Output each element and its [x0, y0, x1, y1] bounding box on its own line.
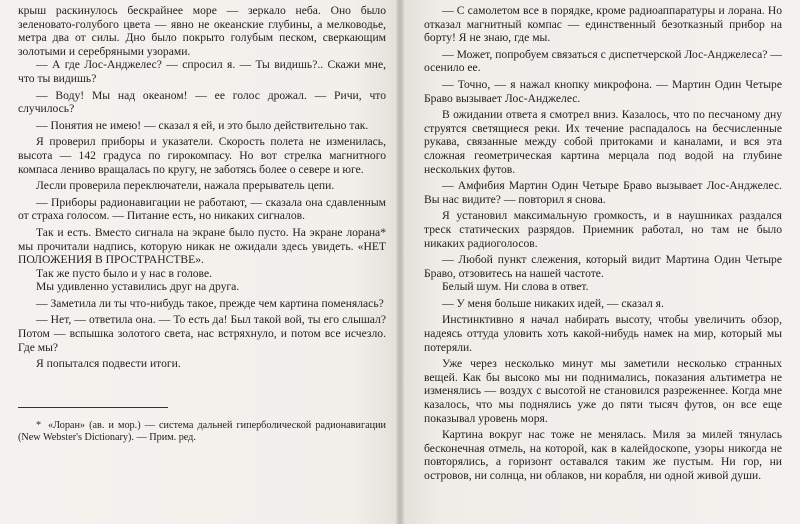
- paragraph: Уже через несколько минут мы заметили несколько странных вещей. Как бы высоко мы ни поднимались, показания альтиметра не изменялись — воздух с высотой не становился разреженнее. Когда мне казалось, что мы поднялись уже до пяти тысяч футов, он все еще показывал уровень моря.: [424, 357, 782, 425]
- paragraph: — Нет, — ответила она. — То есть да! Был такой вой, ты его слышал? Потом — вспышка золотого света, нас встряхнуло, и потом все исчезло. Где мы?: [18, 313, 386, 354]
- footnote-divider: [18, 407, 168, 408]
- paragraph: Мы удивленно уставились друг на друга.: [36, 280, 240, 294]
- paragraph: Так же пусто было и у нас в голове.: [36, 266, 213, 280]
- paragraph: Инстинктивно я начал набирать высоту, чтобы увеличить обзор, надеясь оттуда уловить хоть какой-нибудь намек на мир, который мы потеряли.: [424, 313, 782, 354]
- paragraph: — Понятия не имею! — сказал я ей, и это было действительно так.: [36, 118, 369, 132]
- paragraph: — Приборы радионавигации не работают, — сказала она сдавленным от страха голосом. — Питание есть, но никаких сигналов.: [18, 195, 386, 223]
- paragraph: — Может, попробуем связаться с диспетчерской Лос-Анджелеса? — осенило ее.: [424, 47, 782, 75]
- paragraph: — Воду! Мы над океаном! — ее голос дрожал. — Ричи, что случилось?: [18, 88, 386, 116]
- paragraph: — У меня больше никаких идей, — сказал я.: [442, 296, 664, 310]
- paragraph: — Заметила ли ты что-нибудь такое, прежде чем картина поменялась?: [36, 296, 384, 310]
- book-gutter: [396, 0, 404, 524]
- paragraph: — Любой пункт слежения, который видит Мартина Один Четыре Браво, отзовитесь на нашей частоте.: [424, 253, 782, 280]
- paragraph: Картина вокруг нас тоже не менялась. Миля за милей тянулась бесконечная отмель, на которой, как в калейдоскопе, узоры никогда не повторялись, а горизонт оставался таким же пустым. Ни гор, ни островов, ни солнца, ни облаков, ни корабля, ни одной живой души.: [424, 428, 782, 482]
- paragraph: Белый шум. Ни слова в ответ.: [442, 280, 589, 294]
- paragraph: В ожидании ответа я смотрел вниз. Казалось, что по песчаному дну струятся светящиеся реки. Их течение распадалось на бесчисленные рукава, связанные между собой притоками и каналами, и вся эта сложная геометрическая картина мерцала под водой на глубине нескольких футов.: [424, 108, 782, 176]
- footnote-text: «Лоран» (ав. и мор.) — система дальней гиперболической радионавигации (New Webster's Dictionary). — Прим. ред.: [18, 419, 386, 443]
- footnote-mark: *: [36, 419, 42, 431]
- paragraph: Лесли проверила переключатели, нажала прерыватель цепи.: [36, 179, 335, 193]
- paragraph: Так и есть. Вместо сигнала на экране было пусто. На экране лорана* мы прочитали надпись, которую никак не ожидали здесь увидеть. «НЕТ ПОЛОЖЕНИЯ В ПРОСТРАНСТВЕ».: [18, 225, 386, 267]
- paragraph: Я проверил приборы и указатели. Скорость полета не изменилась, высота — 142 градуса по гирокомпасу. Но вот стрелка магнитного компаса лениво вращалась по кругу, не заботясь более о севере и юге.: [18, 135, 386, 176]
- right-page: [400, 0, 800, 524]
- footnote: [18, 420, 386, 444]
- paragraph: крыш раскинулось бескрайнее море — зеркало неба. Оно было зеленовато-голубого цвета — явно не океанские глубины, а мелководье, метра два от силы. Дно было покрыто голубым песком, сверкающим золотыми и серебряными узорами.: [18, 4, 386, 58]
- paragraph: — Точно, — я нажал кнопку микрофона. — Мартин Один Четыре Браво вызывает Лос-Анджелес.: [424, 77, 782, 105]
- paragraph: — Амфибия Мартин Один Четыре Браво вызывает Лос-Анджелес. Вы нас видите? — повторил я снова.: [424, 179, 782, 206]
- paragraph: Я установил максимальную громкость, и в наушниках раздался треск статических разрядов. Приемник работал, но там не было никаких радиоголосов.: [424, 209, 782, 250]
- paragraph: — С самолетом все в порядке, кроме радиоаппаратуры и лорана. Но отказал магнитный компас — единственный безотказный прибор на борту! Я не знаю, где мы.: [424, 4, 782, 45]
- paragraph: — А где Лос-Анджелес? — спросил я. — Ты видишь?.. Скажи мне, что ты видишь?: [18, 58, 386, 85]
- paragraph: Я попытался подвести итоги.: [36, 357, 181, 371]
